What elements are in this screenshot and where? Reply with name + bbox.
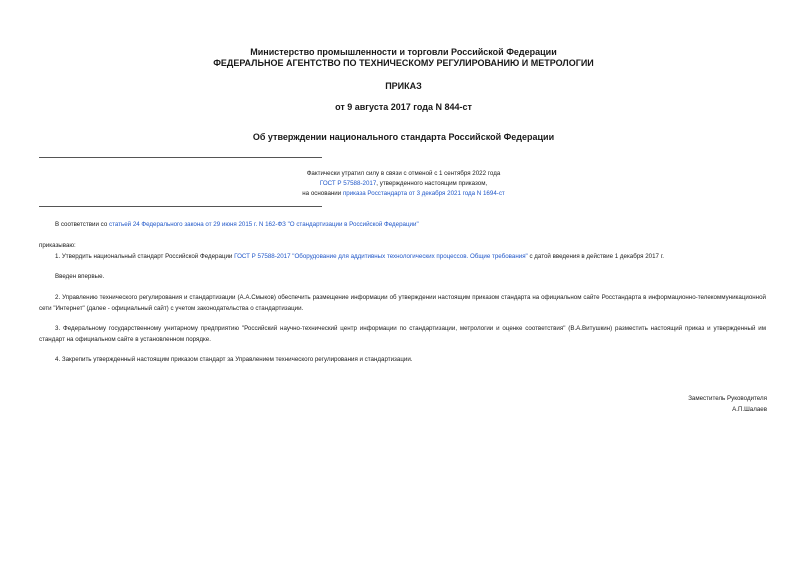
document-type: ПРИКАЗ	[385, 81, 422, 91]
gost-link[interactable]: ГОСТ Р 57588-2017	[319, 180, 377, 187]
item1-suffix: с датой введения в действие 1 декабря 2017 г.	[527, 253, 664, 260]
order-link[interactable]: приказа Росстандарта от 3 декабря 2021 года N 1694-ст	[342, 190, 505, 197]
divider-bottom	[39, 206, 322, 207]
document-date-number: от 9 августа 2017 года N 844-ст	[335, 102, 472, 112]
introduced-first-note: Введен впервые.	[55, 273, 105, 280]
signatory-position: Заместитель Руководителя	[688, 395, 767, 402]
document-title: Об утверждении национального стандарта Российской Федерации	[252, 132, 555, 142]
ministry-name: Министерство промышленности и торговли Российской Федерации	[250, 47, 557, 57]
federal-law-link[interactable]: статьей 24 Федерального закона от 29 июня 2015 г. N 162-ФЗ "О стандартизации в Российской Федерации"	[108, 221, 419, 228]
signatory-name: А.П.Шалаев	[732, 406, 767, 413]
order-item-3: 3. Федеральному государственному унитарному предприятию "Российский научно-технический центр информации по стандартизации, метрологии и оценке соответствия" (В.А.Витушкин) разместить настоящий приказ и утвержденный им стандарт на официальном сайте в установленном порядке.	[39, 325, 766, 343]
status-note-line1: Фактически утратил силу в связи с отменой с 1 сентября 2022 года	[306, 170, 501, 177]
order-item-4: 4. Закрепить утвержденный настоящим приказом стандарт за Управлением технического регулирования и стандартизации.	[55, 356, 413, 363]
item1-prefix: 1. Утвердить национальный стандарт Российской Федерации	[55, 253, 235, 260]
order-item-2: 2. Управлению технического регулирования и стандартизации (А.А.Смыков) обеспечить размещение информации об утверждении настоящим приказом стандарта на официальном сайте Росстандарта в информационно-телекоммуникационной сети "Интернет" (далее - официальный сайт) с учетом законодательства о стандартизации.	[39, 294, 766, 312]
standard-link[interactable]: ГОСТ Р 57588-2017 "Оборудование для аддитивных технологических процессов. Общие требования"	[234, 253, 528, 260]
basis-paragraph	[39, 219, 766, 230]
agency-name: ФЕДЕРАЛЬНОЕ АГЕНТСТВО ПО ТЕХНИЧЕСКОМУ РЕГУЛИРОВАНИЮ И МЕТРОЛОГИИ	[213, 58, 594, 68]
status-note-line3	[0, 189, 807, 199]
basis-prefix: В соответствии со	[55, 221, 109, 228]
status-note-line2-text: , утвержденного настоящим приказом,	[376, 180, 488, 187]
status-note-line3-prefix: на основании	[302, 190, 343, 197]
divider-top	[39, 157, 322, 158]
prikazyvayu-text: приказываю:	[39, 242, 76, 249]
order-item-1	[39, 251, 766, 262]
status-note-line2	[0, 179, 807, 189]
